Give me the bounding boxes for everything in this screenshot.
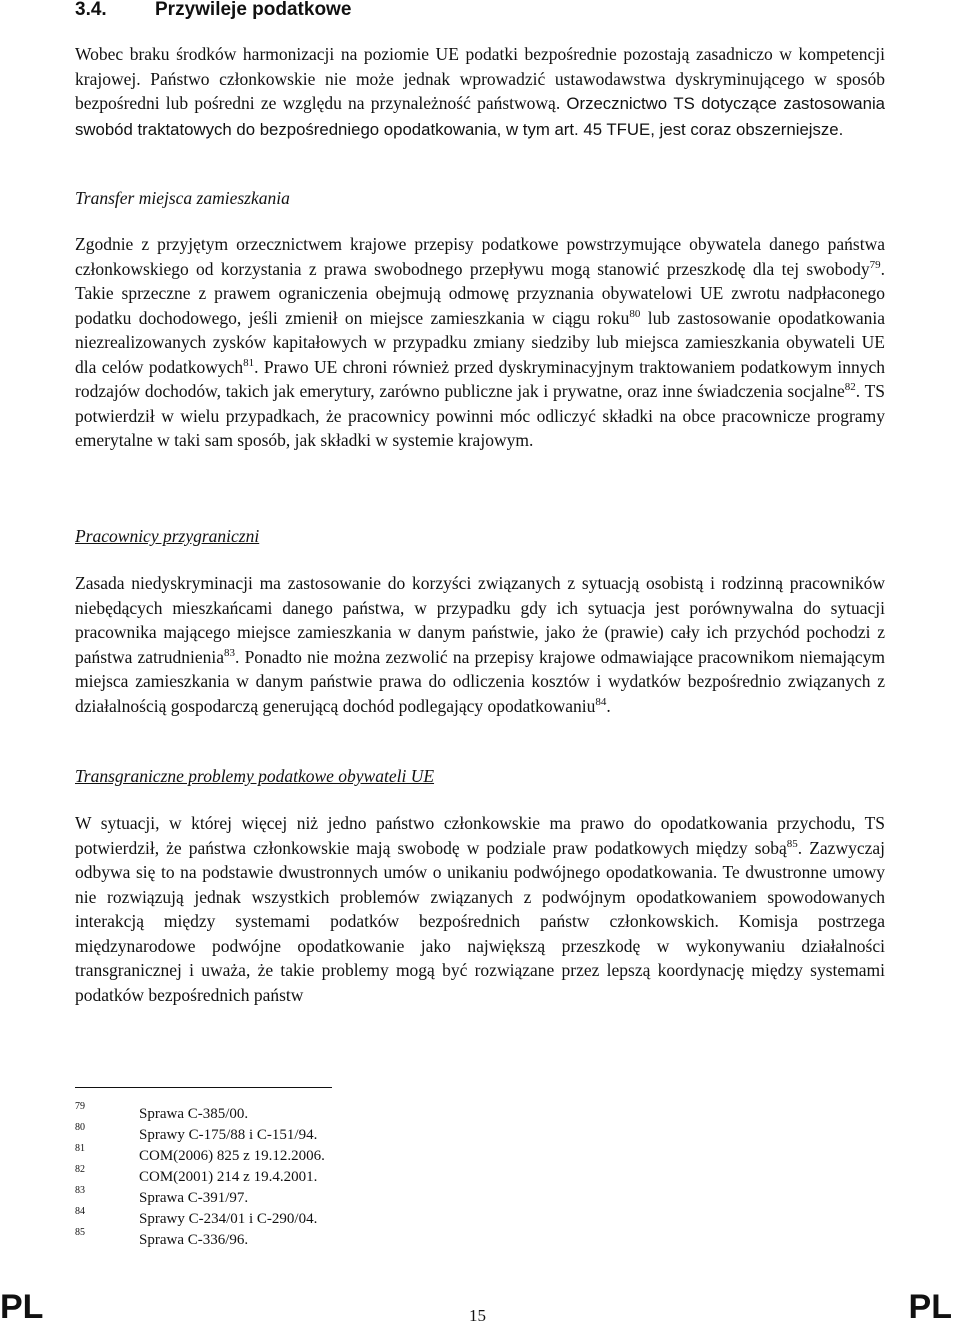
footnote	[75, 1122, 475, 1146]
text-run: . Prawo UE chroni również przed dyskryminacyjnym traktowaniem podatkowym innych rodzajów dochodów, takich jak emerytury, zarówno publiczne jak i prywatne, oraz inne świadczenia socjalne	[75, 356, 885, 401]
footer-language-left: PL	[0, 1288, 44, 1326]
footnote-ref: 79	[869, 258, 881, 271]
text-run: .	[606, 695, 611, 716]
footnote-ref: 80	[629, 307, 641, 320]
page-number: 15	[469, 1306, 486, 1325]
footnote-text: COM(2006) 825 z 19.12.2006.	[139, 1148, 325, 1164]
footnote	[75, 1143, 475, 1167]
footnote-number: 81	[75, 1143, 85, 1154]
footnote-text: Sprawy C-234/01 i C-290/04.	[139, 1211, 318, 1227]
footnote-number: 84	[75, 1206, 85, 1217]
text-run: . TS potwierdził w wielu przypadkach, że pracownicy powinni móc odliczyć składki na obce pracownicze programy emerytalne w taki sam sposób, jak składki w systemie krajowym.	[75, 381, 886, 450]
footnote-number: 82	[75, 1164, 85, 1175]
footnote-number: 83	[75, 1185, 85, 1196]
text-run: . Ponadto nie można zezwolić na przepisy krajowe odmawiające pracownikom niemającym miejsca zamieszkania w danym państwie prawa do odliczenia kosztów i wydatków bezpośrednio związanych z działalnością gospodarczą generującą dochód podlegający opodatkowaniu	[75, 646, 885, 716]
intro-text: Wobec braku środków harmonizacji na poziomie UE podatki bezpośrednie pozostają zasadniczo w kompetencji krajowej. Państwo członkowskie nie może jednak wprowadzić ustawodawstwa dyskryminującego w sposób bezpośredni lub pośredni ze względu na przynależność państwową.	[75, 44, 885, 113]
text-run: Zasada niedyskryminacji ma zastosowanie do korzyści związanych z sytuacją osobistą i rodzinną pracowników niebędących mieszkańcami danego państwa, w przypadku gdy ich sytuacja jest porównywalna do sytuacji pracownika mającego miejsce zamieszkania w danym państwie, jako że (prawie) cały ich przychód pochodzi z państwa zatrudnienia	[75, 573, 885, 667]
frontier-paragraph	[75, 571, 885, 718]
footnote	[75, 1101, 475, 1125]
footnote-number: 80	[75, 1122, 85, 1133]
footnote-text: COM(2001) 214 z 19.4.2001.	[139, 1169, 318, 1185]
footnote-text: Sprawy C-175/88 i C-151/94.	[139, 1127, 318, 1143]
section-title: Przywileje podatkowe	[155, 0, 352, 20]
footnote-number: 79	[75, 1101, 85, 1112]
transfer-paragraph	[75, 232, 885, 453]
text-run: . Takie sprzeczne z prawem ograniczenia obejmują odmowę przyznania obywatelowi UE zwrotu nadpłaconego podatku dochodowego, jeśli zmienił on miejsce zamieszkania w ciągu roku	[75, 258, 885, 328]
intro-text-sans: Orzecznictwo TS dotyczące zastosowania swobód traktatowych do bezpośredniego opodatkowania, w tym art. 45 TFUE, jest coraz obszerniejsze.	[75, 94, 886, 139]
footnotes-list	[75, 1101, 475, 1251]
footnote	[75, 1185, 475, 1209]
footnote-ref: 84	[595, 695, 607, 708]
intro-paragraph	[75, 42, 885, 142]
crossborder-paragraph	[75, 811, 885, 1007]
text-run: Zgodnie z przyjętym orzecznictwem krajowe przepisy podatkowe powstrzymujące obywatela danego państwa członkowskiego od korzystania z prawa swobodnego przepływu mogą stanowić przeszkodę dla tej swobody	[75, 234, 885, 279]
footnote-ref: 85	[786, 837, 798, 850]
footnote	[75, 1206, 475, 1230]
footnote-ref: 81	[243, 356, 255, 369]
footnote-ref: 83	[224, 646, 236, 659]
footnote-ref: 82	[844, 381, 856, 394]
subheading-crossborder: Transgraniczne problemy podatkowe obywateli UE	[75, 766, 435, 786]
footnote-text: Sprawa C-391/97.	[139, 1190, 249, 1206]
footer-language-right: PL	[908, 1288, 952, 1326]
footnote-divider	[75, 1087, 332, 1088]
footnote	[75, 1164, 475, 1188]
subheading-frontier-workers: Pracownicy przygraniczni	[75, 526, 260, 546]
subheading-transfer: Transfer miejsca zamieszkania	[75, 188, 290, 208]
footnote-number: 85	[75, 1227, 85, 1238]
text-run: . Zazwyczaj odbywa się to na podstawie dwustronnych umów o unikaniu podwójnego opodatkowania. Te dwustronne umowy nie rozwiązują jednak wszystkich problemów związanych z podwójnym opodatkowaniem spowodowanych interakcją między systemami podatków bezpośrednich państw członkowskich. Komisja postrzega międzynarodowe podwójne opodatkowanie jako największą przeszkodę w wykonywaniu działalności transgranicznej i uważa, że takie problemy mogą być rozwiązane przez lepszą koordynację między systemami podatków bezpośrednich państw	[75, 837, 886, 1005]
footnote-text: Sprawa C-385/00.	[139, 1106, 249, 1122]
text-run: lub zastosowanie opodatkowania niezrealizowanych zysków kapitałowych w przypadku zmiany siedziby lub miejsca zamieszkania obywateli UE dla celów podatkowych	[75, 307, 886, 377]
section-number: 3.4.	[75, 0, 107, 20]
footnote-text: Sprawa C-336/96.	[139, 1232, 249, 1248]
footnote	[75, 1227, 475, 1251]
text-run: W sytuacji, w której więcej niż jedno państwo członkowskie ma prawo do opodatkowania przychodu, TS potwierdził, że państwa członkowskie mają swobodę w podziale praw podatkowych między sobą	[75, 813, 885, 858]
